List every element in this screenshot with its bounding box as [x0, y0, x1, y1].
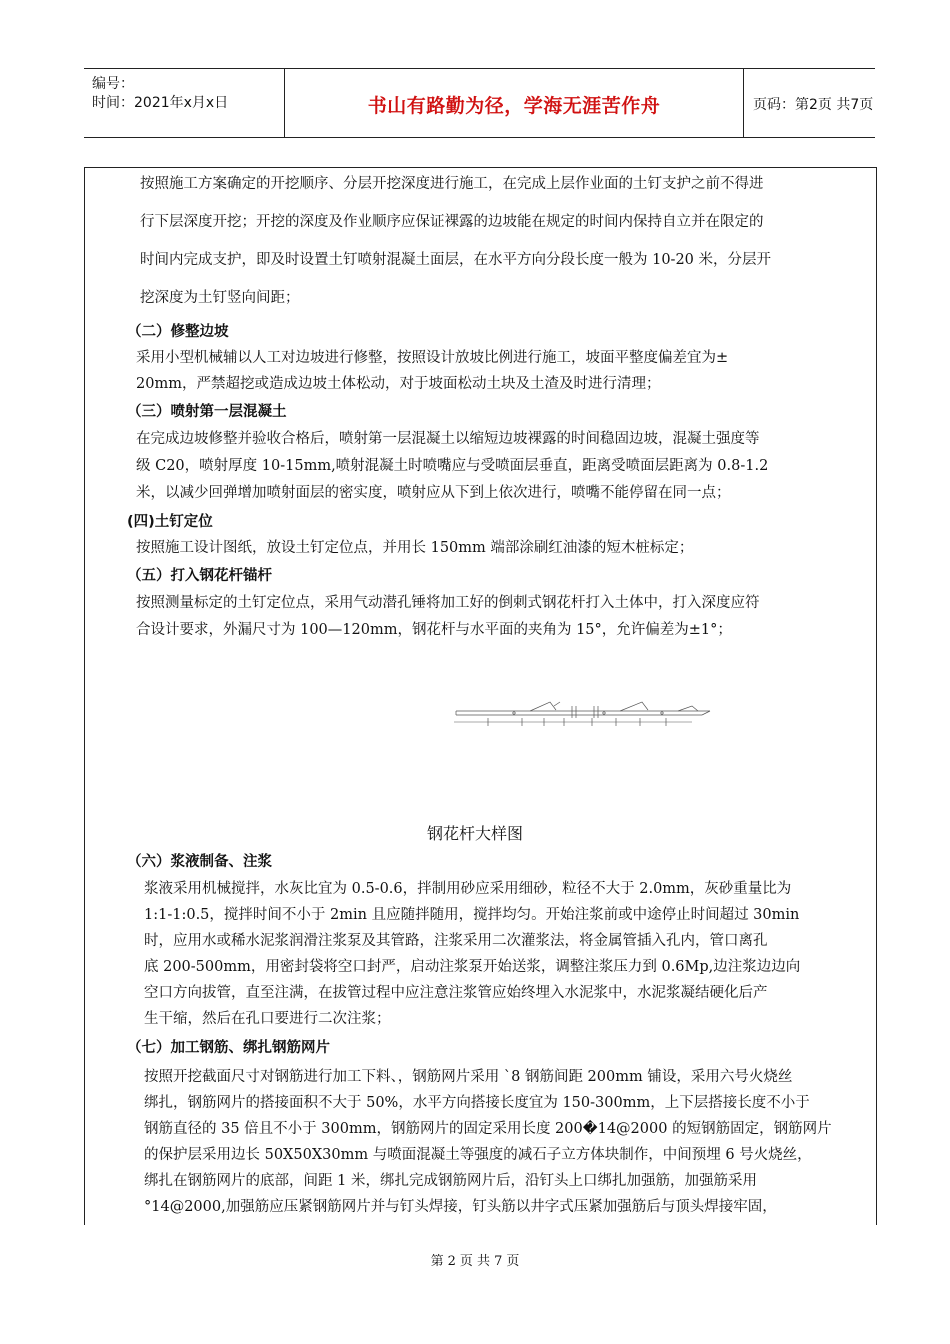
section-heading: (四)土钉定位	[127, 514, 213, 530]
paragraph-line: 按照测量标定的土钉定位点，采用气动潜孔锤将加工好的倒刺式钢花杆打入土体中，打入深度应符	[136, 595, 760, 611]
footer-page-number: 2	[447, 1254, 456, 1269]
paragraph-line: 按照施工设计图纸，放设土钉定位点，并用长 150mm 端部涂刷红油漆的短木桩标定；	[136, 540, 694, 556]
header-motto-cell	[284, 69, 744, 137]
paragraph-line: °14@2000,加强筋应压紧钢筋网片并与钉头焊接，钉头筋以井字式压紧加强筋后与顶头焊接牢固，	[144, 1199, 777, 1215]
paragraph-line: 行下层深度开挖；开挖的深度及作业顺序应保证裸露的边坡能在规定的时间内保持自立并在限定的	[140, 214, 764, 230]
page-header	[84, 68, 875, 138]
paragraph-line: 20mm，严禁超挖或造成边坡土体松动，对于坡面松动土块及土渣及时进行清理；	[136, 376, 661, 392]
paragraph-line: 采用小型机械辅以人工对边坡进行修整，按照设计放坡比例进行施工，坡面平整度偏差宜为±	[136, 350, 729, 366]
footer-total-pages: 7	[494, 1254, 503, 1269]
document-number-label: 编号：	[92, 76, 134, 92]
section-heading: （三）喷射第一层混凝土	[127, 404, 287, 420]
header-page-cell	[743, 69, 875, 137]
paragraph-line: 在完成边坡修整并验收合格后，喷射第一层混凝土以缩短边坡裸露的时间稳固边坡，混凝土强度等	[136, 431, 760, 447]
paragraph-line: 时间内完成支护，即及时设置土钉喷射混凝土面层，在水平方向分段长度一般为 10-20 米，分层开	[140, 252, 772, 268]
paragraph-line: 浆液采用机械搅拌，水灰比宜为 0.5-0.6，拌制用砂应采用细砂，粒径不大于 2.0mm，灰砂重量比为	[144, 881, 792, 897]
paragraph-line: 空口方向拔管，直至注满，在拔管过程中应注意注浆管应始终埋入水泥浆中，水泥浆凝结硬化后产	[144, 985, 768, 1001]
paragraph-line: 的保护层采用边长 50X50X30mm 与喷面混凝土等强度的减石子立方体块制作，中间预埋 6 号火烧丝，	[144, 1147, 812, 1163]
paragraph-line: 绑扎在钢筋网片的底部，间距 1 米，绑扎完成钢筋网片后，沿钉头上口绑扎加强筋，加强筋采用	[144, 1173, 757, 1189]
section-heading: （五）打入钢花杆锚杆	[127, 568, 272, 584]
paragraph-line: 按照开挖截面尺寸对钢筋进行加工下料、，钢筋网片采用 `8 钢筋间距 200mm 铺设，采用六号火烧丝	[144, 1069, 793, 1085]
paragraph-line: 按照施工方案确定的开挖顺序、分层开挖深度进行施工，在完成上层作业面的土钉支护之前不得进	[140, 176, 764, 192]
page-footer	[0, 1250, 950, 1269]
paragraph-line: 钢筋直径的 35 倍且不小于 300mm，钢筋网片的固定采用长度 200�14@2000 的短钢筋固定，钢筋网片	[144, 1121, 832, 1137]
paragraph-line: 生干缩，然后在孔口要进行二次注浆；	[144, 1011, 391, 1027]
footer-middle: 页 共	[459, 1254, 491, 1269]
header-motto: 书山有路勤为径，学海无涯苦作舟	[367, 95, 661, 117]
footer-prefix: 第	[430, 1254, 444, 1269]
paragraph-line: 底 200-500mm，用密封袋将空口封严，启动注浆泵开始送浆，调整注浆压力到 0.6Mp,边注浆边边向	[144, 959, 801, 975]
paragraph-line: 1:1-1:0.5，搅拌时间不小于 2min 且应随拌随用，搅拌均匀。开始注浆前或中途停止时间超过 30min	[144, 907, 800, 923]
paragraph-line: 合设计要求，外漏尺寸为 100—120mm，钢花杆与水平面的夹角为 15°，允许偏差为±1°；	[136, 622, 732, 638]
header-meta-cell	[84, 69, 284, 137]
section-heading: （六）浆液制备、注浆	[127, 854, 272, 870]
paragraph-line: 时，应用水或稀水泥浆润滑注浆泵及其管路，注浆采用二次灌浆法，将金属管插入孔内，管口离孔	[144, 933, 768, 949]
paragraph-line: 级 C20，喷射厚度 10-15mm,喷射混凝土时喷嘴应与受喷面层垂直，距离受喷面层距离为 0.8-1.2	[136, 458, 769, 474]
paragraph-line: 绑扎，钢筋网片的搭接面积不大于 50%，水平方向搭接长度宜为 150-300mm，上下层搭接长度不小于	[144, 1095, 810, 1111]
figure-caption: 钢花杆大样图	[426, 824, 523, 843]
paragraph-line: 米，以减少回弹增加喷射面层的密实度，喷射应从下到上依次进行，喷嘴不能停留在同一点；	[136, 485, 731, 501]
section-heading: （二）修整边坡	[127, 324, 229, 340]
header-page-label: 页码：第2页 共7页	[753, 97, 874, 113]
footer-suffix: 页	[506, 1254, 520, 1269]
paragraph-line: 挖深度为土钉竖向间距；	[140, 290, 300, 306]
section-heading: （七）加工钢筋、绑扎钢筋网片	[127, 1040, 330, 1056]
document-date-label: 时间：2021年x月x日	[92, 95, 229, 111]
steel-pipe-detail-figure	[452, 698, 716, 728]
